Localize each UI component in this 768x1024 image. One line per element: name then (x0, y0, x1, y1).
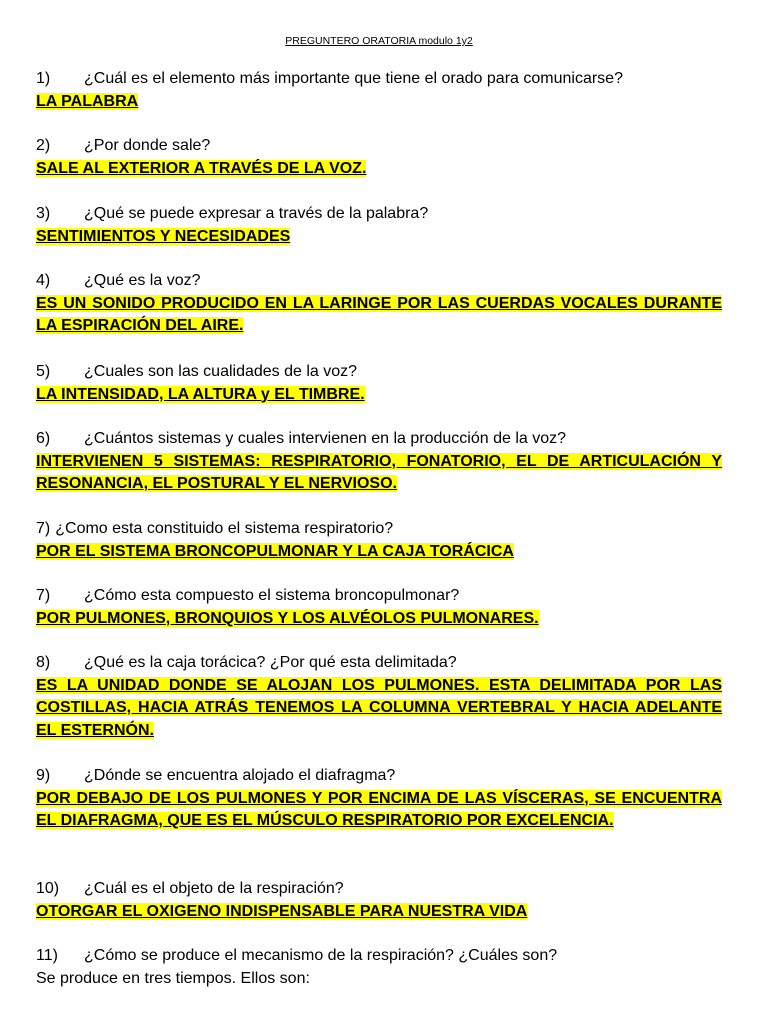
qa-item-9 (36, 652, 722, 742)
qa-item-10 (36, 765, 722, 833)
qa-item-6 (36, 428, 722, 496)
qa-item-4 (36, 270, 722, 338)
question-8: 7) ¿Cómo esta compuesto el sistema broncopulmonar? (36, 587, 460, 604)
question-6: 6) ¿Cuántos sistemas y cuales intervienen en la producción de la voz? (36, 430, 567, 447)
answer-9: ES LA UNIDAD DONDE SE ALOJAN LOS PULMONES. ESTA DELIMITADA POR LAS COSTILLAS, HACIA ATRÁS TENEMOS LA COLUMNA VERTEBRAL Y HACIA ADELANTE EL ESTERNÓN. (36, 676, 722, 739)
answer-2: SALE AL EXTERIOR A TRAVÉS DE LA VOZ. (36, 159, 367, 177)
qa-item-11 (36, 878, 722, 923)
qa-item-3 (36, 203, 722, 248)
answer-10: POR DEBAJO DE LOS PULMONES Y POR ENCIMA DE LAS VÍSCERAS, SE ENCUENTRA EL DIAFRAGMA, QUE ES EL MÚSCULO RESPIRATORIO POR EXCELENCIA. (36, 789, 722, 829)
question-4: 4) ¿Qué es la voz? (36, 272, 201, 289)
answer-3: SENTIMIENTOS Y NECESIDADES (36, 227, 291, 245)
answer-6: INTERVIENEN 5 SISTEMAS: RESPIRATORIO, FONATORIO, EL DE ARTICULACIÓN Y RESONANCIA, EL POSTURAL Y EL NERVIOSO. (36, 452, 722, 492)
answer-5: LA INTENSIDAD, LA ALTURA y EL TIMBRE. (36, 385, 365, 403)
question-1: 1) ¿Cuál es el elemento más importante que tiene el orado para comunicarse? (36, 70, 623, 87)
question-3: 3) ¿Qué se puede expresar a través de la palabra? (36, 205, 429, 222)
question-12: 11) ¿Cómo se produce el mecanismo de la respiración? ¿Cuáles son? (36, 947, 558, 964)
question-2: 2) ¿Por donde sale? (36, 137, 211, 154)
question-9: 8) ¿Qué es la caja torácica? ¿Por qué esta delimitada? (36, 654, 457, 671)
question-10: 9) ¿Dónde se encuentra alojado el diafragma? (36, 767, 396, 784)
question-11: 10) ¿Cuál es el objeto de la respiración? (36, 880, 344, 897)
answer-8: POR PULMONES, BRONQUIOS Y LOS ALVÉOLOS PULMONARES. (36, 609, 539, 627)
qa-item-5 (36, 361, 722, 406)
qa-item-8 (36, 585, 722, 630)
question-5: 5) ¿Cuales son las cualidades de la voz? (36, 363, 358, 380)
answer-4: ES UN SONIDO PRODUCIDO EN LA LARINGE POR LAS CUERDAS VOCALES DURANTE LA ESPIRACIÓN DEL AIRE. (36, 294, 722, 334)
qa-item-2 (36, 135, 722, 180)
document-title: PREGUNTERO ORATORIA modulo 1y2 (285, 35, 473, 47)
answer-1: LA PALABRA (36, 92, 139, 110)
qa-item-12 (36, 945, 722, 990)
qa-item-1 (36, 68, 722, 113)
answer-12: Se produce en tres tiempos. Ellos son: (36, 969, 310, 987)
qa-item-7 (36, 518, 722, 563)
question-7: 7) ¿Como esta constituido el sistema respiratorio? (36, 520, 394, 537)
answer-7: POR EL SISTEMA BRONCOPULMONAR Y LA CAJA TORÁCICA (36, 542, 514, 560)
answer-11: OTORGAR EL OXIGENO INDISPENSABLE PARA NUESTRA VIDA (36, 902, 528, 920)
